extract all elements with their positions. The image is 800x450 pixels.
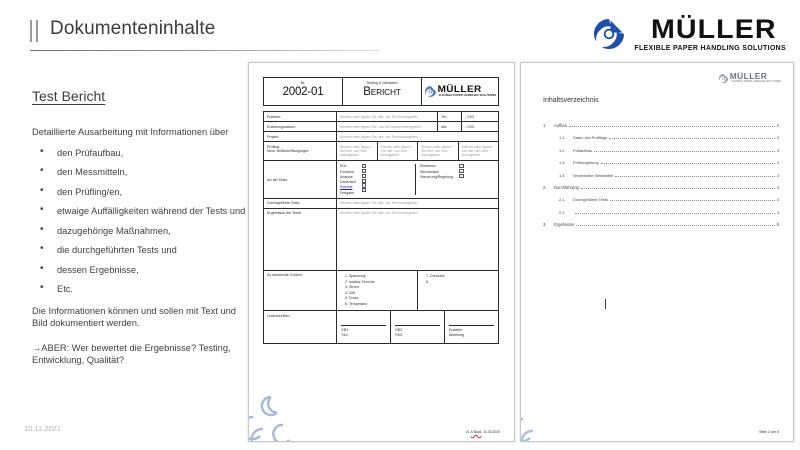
checkbox[interactable] bbox=[362, 164, 367, 168]
toc-entry[interactable] bbox=[543, 123, 779, 128]
toc-page-number: 4 bbox=[776, 209, 779, 215]
toc-number: 3. bbox=[543, 222, 547, 227]
list-item: 3. Strom bbox=[349, 285, 417, 291]
intro-paragraph: Detaillierte Ausarbeitung mit Informationen über bbox=[32, 127, 229, 137]
muller-swirl-icon bbox=[718, 73, 729, 84]
list-item: 1. Spannung bbox=[349, 274, 417, 280]
toc-text: Ergebnisse bbox=[554, 222, 575, 227]
test-domain-label: Elektrisch bbox=[420, 164, 436, 169]
toc-entry[interactable] bbox=[543, 185, 779, 190]
footer-version: V1, bbox=[465, 430, 471, 434]
signature-cell-ersteller[interactable] bbox=[445, 311, 498, 343]
toc-text: Daten des Prüflings bbox=[573, 135, 607, 141]
test-type-label: Störtest bbox=[340, 185, 353, 190]
test-report-form bbox=[263, 77, 499, 344]
pruefling-inputs bbox=[337, 142, 498, 160]
text-cursor bbox=[605, 299, 606, 309]
footer-date: , 11.02.2020 bbox=[481, 430, 500, 434]
pruefling-input-2[interactable]: Klicken oder tippen Sie hier, um Text einzugeben. bbox=[378, 142, 419, 160]
toc-page-number: 4 bbox=[776, 184, 779, 190]
signature-cell-gb1[interactable] bbox=[337, 311, 391, 343]
test-type-label: EOL bbox=[340, 164, 348, 169]
signature-caption bbox=[449, 328, 464, 337]
toc-leader bbox=[594, 151, 775, 152]
list-item: • dessen Ergebnisse, bbox=[32, 264, 247, 277]
list-item: 2. relative Feuchte bbox=[349, 280, 417, 286]
logo-wordmark-small bbox=[731, 73, 781, 84]
toc-text: Prüfaufbau bbox=[573, 147, 593, 153]
list-item: • den Messmitteln, bbox=[32, 166, 247, 179]
field-label: Zu messende Größen: bbox=[264, 271, 337, 311]
nr-caption: Nr. bbox=[300, 80, 306, 85]
test-type-checkboxes bbox=[362, 164, 367, 195]
toc-number: 1. bbox=[543, 123, 547, 128]
field-label: Projekt: bbox=[264, 132, 337, 141]
field-label: Durchgeführte Tests: bbox=[264, 199, 337, 208]
toc-list bbox=[543, 123, 779, 234]
form-header bbox=[263, 77, 499, 106]
list-item bbox=[430, 280, 498, 286]
test-type-labels bbox=[340, 164, 356, 195]
field-label: Ergebnisse der Tests: bbox=[264, 209, 337, 270]
muller-logo-small bbox=[718, 73, 781, 84]
checkbox[interactable] bbox=[362, 174, 367, 178]
measured-list-primary bbox=[337, 271, 417, 311]
field-label: Erstellungsdatum: bbox=[264, 122, 337, 131]
list-item: • etwaige Auffälligkeiten während der Tests und bbox=[32, 205, 247, 218]
pruefling-input-3[interactable]: Klicken oder tippen Sie hier, um Text einzugeben. bbox=[418, 142, 459, 160]
toc-page-number: 3 bbox=[776, 135, 779, 141]
signature-line bbox=[395, 325, 440, 326]
signature-dept: Abteilung bbox=[449, 333, 464, 338]
department-caption: Testing & Validation bbox=[366, 80, 398, 85]
page-title: Dokumenteninhalte bbox=[50, 18, 216, 39]
form-header-number bbox=[264, 78, 343, 105]
toc-text: Aufbau bbox=[554, 123, 567, 128]
report-number: 2002-01 bbox=[282, 86, 324, 98]
muller-swirl-icon bbox=[424, 85, 437, 98]
logo-name: MÜLLER bbox=[650, 14, 777, 44]
toc-leader bbox=[569, 126, 775, 127]
signature-caption bbox=[395, 328, 402, 337]
toc-page-number: 3 bbox=[776, 172, 779, 178]
toc-entry[interactable] bbox=[543, 197, 779, 202]
measured-list-secondary bbox=[417, 271, 498, 311]
field-label-pruefling bbox=[264, 142, 337, 160]
ersteller-input[interactable]: Klicken oder tippen Sie hier, um Text einzugeben. bbox=[340, 114, 419, 119]
field-label: Art der Tests: bbox=[264, 161, 337, 198]
muller-logo bbox=[591, 14, 788, 54]
toc-number: 1.2 bbox=[559, 147, 565, 153]
form-row-signatures bbox=[264, 311, 498, 343]
list-item: • dazugehörige Maßnahmen, bbox=[32, 225, 247, 238]
logo-tagline: FLEXIBLE PAPER HANDLING SOLUTIONS bbox=[633, 43, 786, 52]
list-item: • den Prüfaufbau, bbox=[32, 147, 247, 160]
toc-entry[interactable] bbox=[543, 173, 779, 178]
signature-dept: T&V bbox=[341, 333, 348, 338]
form-header-logo bbox=[422, 78, 498, 105]
field-label-abt: Abt: bbox=[437, 122, 462, 131]
test-type-label: Analyse bbox=[340, 174, 353, 179]
document-footer-left bbox=[263, 430, 500, 434]
toc-entry[interactable] bbox=[543, 222, 779, 227]
test-type-group-primary bbox=[340, 164, 415, 195]
toc-page-number: 5 bbox=[776, 222, 779, 227]
measured-quantities bbox=[337, 271, 498, 311]
logo-name: MÜLLER bbox=[730, 72, 768, 81]
watermark-swirls-icon bbox=[520, 375, 625, 442]
form-header-kind bbox=[343, 78, 422, 105]
checkbox[interactable] bbox=[362, 183, 367, 187]
test-domain-checkboxes bbox=[459, 164, 464, 195]
list-item: 5. Druck bbox=[349, 296, 417, 302]
logo-tagline: FLEXIBLE PAPER HANDLING SOLUTIONS bbox=[731, 81, 781, 83]
toc-number: 2. bbox=[543, 184, 547, 190]
toc-number: 2.1. bbox=[559, 197, 566, 203]
list-item: 6. Temperatur bbox=[349, 302, 417, 308]
toc-leader bbox=[576, 225, 774, 226]
toc-leader bbox=[601, 163, 775, 164]
list-item: • den Prüfling/en, bbox=[32, 186, 247, 199]
checkbox[interactable] bbox=[362, 179, 367, 183]
list-item: 7. Drehzahl bbox=[430, 274, 498, 280]
toc-page-number: 2 bbox=[776, 123, 779, 128]
toc-leader bbox=[575, 213, 775, 214]
field-label: Ersteller: bbox=[264, 112, 337, 121]
toc-page-number: 3 bbox=[776, 160, 779, 166]
form-row-ergebnisse bbox=[264, 209, 498, 271]
durchgefuehrte-tests-input[interactable]: Klicken oder tippen Sie hier, um Text einzugeben bbox=[340, 201, 418, 206]
toc-page-number: 4 bbox=[776, 197, 779, 203]
slide-header bbox=[0, 0, 800, 52]
field-label: Unterschriften: bbox=[264, 311, 337, 343]
footer-author: S.Buck bbox=[470, 430, 482, 434]
logo-name: MÜLLER bbox=[437, 84, 482, 96]
toc-text: Durchgeführte Tests bbox=[573, 197, 608, 203]
title-accent-bars bbox=[30, 20, 44, 42]
toc-leader bbox=[609, 138, 775, 139]
toc-text: Prüfumgebung bbox=[573, 160, 599, 166]
test-type-checkbox-area bbox=[337, 161, 498, 198]
toc-entry[interactable] bbox=[543, 160, 779, 165]
form-row-art-der-tests bbox=[264, 161, 498, 199]
checkbox[interactable] bbox=[459, 164, 464, 168]
checkbox[interactable] bbox=[362, 188, 367, 192]
form-row-ersteller bbox=[264, 112, 498, 122]
list-item: • die durchgeführten Tests und bbox=[32, 244, 247, 257]
title-divider bbox=[30, 50, 380, 51]
toc-heading: Inhaltsverzeichnis bbox=[543, 97, 599, 104]
toc-number: 2.2 bbox=[559, 209, 565, 215]
tel-input[interactable]: - XXX bbox=[465, 114, 475, 119]
form-row-datum bbox=[264, 122, 498, 132]
document-kind: BERICHT bbox=[363, 86, 401, 98]
toc-text: Durchführung bbox=[554, 184, 579, 190]
toc-text: Verwendete Messmittel bbox=[573, 172, 614, 178]
section-heading: Test Bericht bbox=[32, 88, 106, 104]
projekt-input[interactable]: Klicken oder tippen Sie hier, um Text einzugeben bbox=[340, 134, 418, 139]
toc-leader bbox=[610, 200, 775, 201]
signature-cell-gb2[interactable] bbox=[391, 311, 445, 343]
slide-date: 10.11.2021 bbox=[24, 424, 61, 433]
signature-line bbox=[341, 325, 386, 326]
toc-entry[interactable] bbox=[543, 148, 779, 153]
test-type-group-secondary bbox=[415, 164, 495, 195]
toc-page-number: 3 bbox=[776, 147, 779, 153]
test-domain-label: Mechanisch bbox=[420, 169, 440, 174]
toc-number: 1.1. bbox=[559, 135, 566, 141]
list-item: 4. Zeit bbox=[349, 291, 417, 297]
toc-number: 1.4. bbox=[559, 172, 566, 178]
checkbox[interactable] bbox=[459, 169, 464, 173]
datum-input[interactable]: Klicken oder tippen Sie, um ein Datum einzugeben. bbox=[340, 124, 422, 129]
test-domain-label: Steuerung/Regelung bbox=[420, 174, 453, 179]
toc-leader bbox=[581, 188, 775, 189]
form-grid bbox=[263, 111, 499, 344]
test-type-label: Funktion bbox=[340, 169, 354, 174]
logo-tagline: FLEXIBLE PAPER HANDLING SOLUTIONS bbox=[438, 94, 497, 98]
abt-input[interactable]: - XXX bbox=[465, 124, 475, 129]
ergebnisse-input[interactable]: Klicken oder tippen Sie hier, um Text einzugeben bbox=[340, 211, 418, 216]
form-row-messgroessen bbox=[264, 271, 498, 312]
question-paragraph: →ABER: Wer bewertet die Ergebnisse? Testing, Entwicklung, Qualität? bbox=[32, 342, 231, 365]
form-row-pruefling bbox=[264, 142, 498, 161]
document-footer-right: Seite 2 von 5 bbox=[759, 430, 779, 434]
signature-dept: F&O bbox=[395, 333, 403, 338]
list-item: • Etc. bbox=[32, 283, 247, 296]
test-domain-labels bbox=[420, 164, 453, 195]
toc-logo bbox=[718, 73, 781, 84]
signature-caption bbox=[341, 328, 348, 337]
pruefling-input-1[interactable]: Klicken oder tippen Sie hier, um Text einzugeben. bbox=[337, 142, 378, 160]
muller-logo-small bbox=[424, 85, 496, 98]
muller-swirl-icon bbox=[591, 16, 627, 52]
pruefling-input-4[interactable]: Klicken oder tippen Sie hier, um Text einzugeben. bbox=[461, 144, 493, 158]
checkbox[interactable] bbox=[459, 174, 464, 178]
bullet-list bbox=[32, 147, 247, 296]
signature-line bbox=[449, 325, 494, 326]
form-row-projekt bbox=[264, 132, 498, 142]
signature-role: GB1 bbox=[341, 328, 349, 333]
test-type-label: Freigabe bbox=[340, 190, 355, 195]
toc-entry[interactable] bbox=[543, 210, 779, 215]
document-page-report bbox=[248, 62, 515, 442]
form-row-durchgefuehrte-tests bbox=[264, 199, 498, 209]
note-paragraph: Die Informationen können und sollen mit Text und Bild dokumentiert werden. bbox=[32, 305, 236, 328]
signature-role: GB2 bbox=[395, 328, 403, 333]
checkbox[interactable] bbox=[362, 169, 367, 173]
toc-entry[interactable] bbox=[543, 135, 779, 140]
document-page-toc bbox=[520, 62, 794, 442]
logo-wordmark-small bbox=[439, 85, 496, 97]
pruefling-sublabel: Ident.-Nr/Beutel/Baugruppe: bbox=[267, 148, 310, 153]
toc-number: 1.3. bbox=[559, 160, 566, 166]
test-type-label: Dauerlauf bbox=[340, 180, 356, 185]
pruefling-label: Prüfling: bbox=[267, 144, 281, 149]
field-label-tel: Tel.: bbox=[437, 112, 462, 121]
signature-role: Ersteller bbox=[449, 328, 463, 333]
toc-leader bbox=[615, 176, 775, 177]
left-content-column bbox=[32, 88, 247, 375]
logo-wordmark bbox=[632, 16, 788, 52]
